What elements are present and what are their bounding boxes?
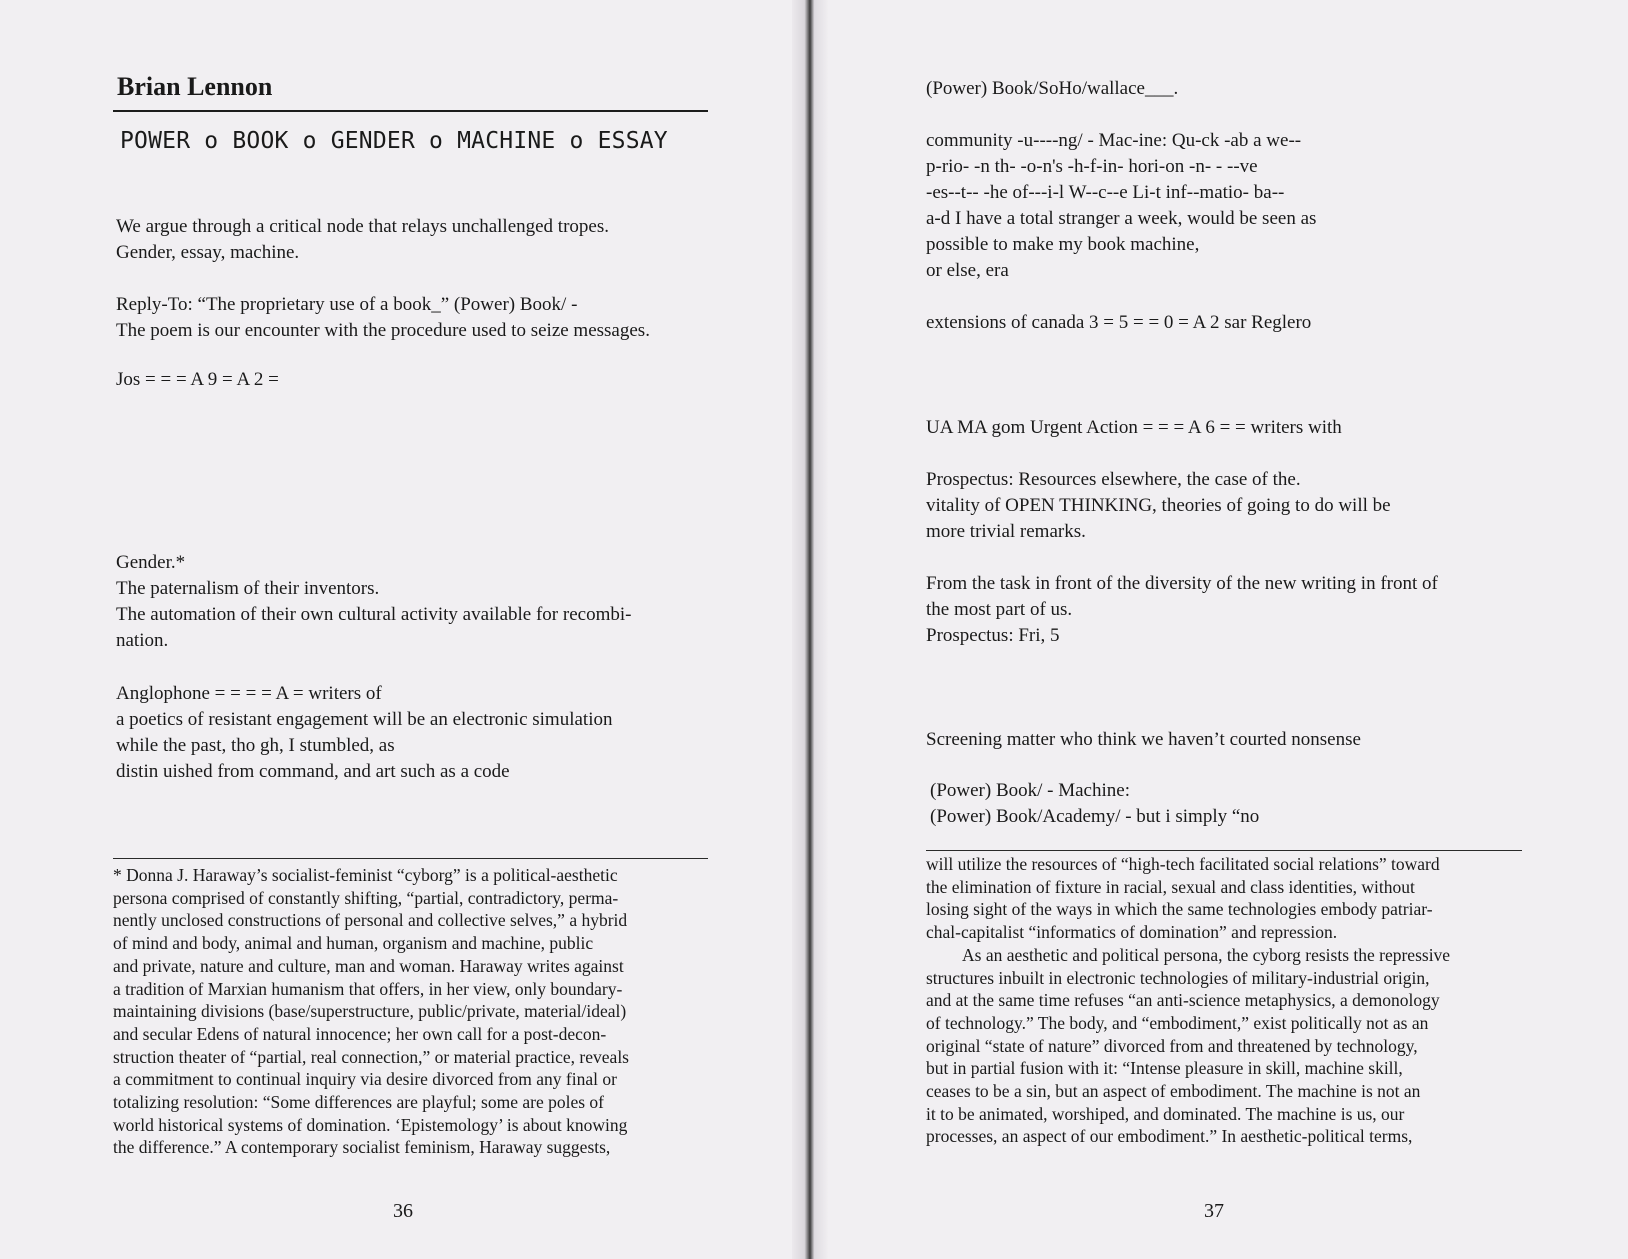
- text-line: Jos = = = A 9 = A 2 =: [116, 369, 279, 390]
- left-paragraph-3: [116, 367, 279, 393]
- text-line: Gender, essay, machine.: [116, 242, 300, 263]
- footnote-line: of mind and body, animal and human, organism and machine, public: [113, 933, 594, 954]
- text-line: UA MA gom Urgent Action = = = A 6 = = writers with: [926, 417, 1342, 438]
- text-line: (Power) Book/ - Machine:: [930, 780, 1130, 801]
- footnote-line: nently unclosed constructions of personal and collective selves,” a hybrid: [113, 910, 628, 931]
- text-line: Reply-To: “The proprietary use of a book_” (Power) Book/ -: [116, 294, 578, 315]
- text-line: vitality of OPEN THINKING, theories of going to do will be: [926, 495, 1391, 516]
- footnote-line: structures inbuilt in electronic technologies of military-industrial origin,: [926, 967, 1430, 988]
- text-line: a-d I have a total stranger a week, would be seen as: [926, 208, 1317, 229]
- footnote-line: the elimination of fixture in racial, sexual and class identities, without: [926, 876, 1415, 897]
- text-line: From the task in front of the diversity of the new writing in front of: [926, 573, 1438, 594]
- text-line: The paternalism of their inventors.: [116, 578, 380, 599]
- footnote-line: As an aesthetic and political persona, the cyborg resists the repressive: [962, 944, 1451, 965]
- footnote-line: a tradition of Marxian humanism that offers, in her view, only boundary-: [113, 978, 623, 999]
- left-paragraph-2: [116, 292, 650, 344]
- text-line: Prospectus: Resources elsewhere, the case of the.: [926, 469, 1301, 490]
- text-line: nation.: [116, 630, 169, 651]
- footnote-line: maintaining divisions (base/superstructure, public/private, material/ideal): [113, 1001, 627, 1022]
- text-line: more trivial remarks.: [926, 521, 1086, 542]
- text-line: The poem is our encounter with the procedure used to seize messages.: [116, 320, 650, 341]
- footnote-line: struction theater of “partial, real connection,” or material practice, reveals: [113, 1046, 629, 1067]
- text-line: Screening matter who think we haven’t courted nonsense: [926, 729, 1361, 750]
- text-line: (Power) Book/Academy/ - but i simply “no: [930, 806, 1260, 827]
- text-line: the most part of us.: [926, 599, 1073, 620]
- left-paragraph-1: [116, 214, 609, 266]
- footnote-line: and at the same time refuses “an anti-science metaphysics, a demonology: [926, 990, 1440, 1011]
- text-line: possible to make my book machine,: [926, 234, 1200, 255]
- footnote-line: and private, nature and culture, man and woman. Haraway writes against: [113, 955, 624, 976]
- footnote-rule: [926, 850, 1522, 851]
- footnote-line: it to be animated, worshiped, and dominated. The machine is us, our: [926, 1103, 1405, 1124]
- footnote-line: processes, an aspect of our embodiment.” In aesthetic-political terms,: [926, 1126, 1413, 1147]
- footnote-line: and secular Edens of natural innocence; her own call for a post-decon-: [113, 1023, 607, 1044]
- page-number-left: 36: [393, 1200, 413, 1222]
- footnote-line: the difference.” A contemporary socialist feminism, Haraway suggests,: [113, 1137, 611, 1158]
- text-line: (Power) Book/SoHo/wallace___.: [926, 78, 1179, 99]
- text-line: distin uished from command, and art such as a code: [116, 761, 510, 782]
- text-line: The automation of their own cultural activity available for recombi-: [116, 604, 632, 625]
- right-paragraph-5: [926, 467, 1391, 545]
- left-paragraph-5: [116, 681, 612, 785]
- footnote-line: totalizing resolution: “Some differences are playful; some are poles of: [113, 1092, 604, 1113]
- footnote-line: ceases to be a sin, but an aspect of embodiment. The machine is not an: [926, 1081, 1421, 1102]
- right-paragraph-6: [926, 571, 1438, 649]
- right-paragraph-4: [926, 415, 1342, 441]
- footnote-line: losing sight of the ways in which the same technologies embody patriar-: [926, 899, 1433, 920]
- author-name: Brian Lennon: [117, 72, 273, 101]
- footnote-line: of technology.” The body, and “embodiment,” exist politically not as an: [926, 1012, 1429, 1033]
- essay-title: POWER o BOOK o GENDER o MACHINE o ESSAY: [120, 128, 668, 154]
- footnote-line: original “state of nature” divorced from and threatened by technology,: [926, 1035, 1418, 1056]
- book-spine-gutter: [792, 0, 828, 1259]
- text-line: while the past, tho gh, I stumbled, as: [116, 735, 395, 756]
- footnote-line: persona comprised of constantly shifting, “partial, contradictory, perma-: [113, 887, 619, 908]
- right-paragraph-3: [926, 310, 1311, 336]
- right-paragraph-2: [926, 128, 1316, 284]
- footnote-rule: [113, 858, 708, 859]
- right-paragraph-8: [930, 778, 1259, 830]
- text-line: Gender.*: [116, 552, 186, 573]
- text-line: Prospectus: Fri, 5: [926, 625, 1060, 646]
- footnote-line: a commitment to continual inquiry via desire divorced from any final or: [113, 1069, 617, 1090]
- footnote-line: chal-capitalist “informatics of domination” and repression.: [926, 922, 1338, 943]
- text-line: p-rio- -n th- -o-n's -h-f-in- hori-on -n- - --ve: [926, 156, 1258, 177]
- text-line: extensions of canada 3 = 5 = = 0 = A 2 sar Reglero: [926, 312, 1312, 333]
- text-line: or else, era: [926, 260, 1009, 281]
- left-footnote: [113, 864, 629, 1159]
- title-rule: [113, 110, 708, 112]
- right-footnote: [926, 853, 1450, 1148]
- footnote-line: will utilize the resources of “high-tech facilitated social relations” toward: [926, 854, 1440, 874]
- left-paragraph-4: [116, 550, 631, 654]
- text-line: a poetics of resistant engagement will be an electronic simulation: [116, 709, 613, 730]
- right-paragraph-7: [926, 727, 1361, 753]
- footnote-line: * Donna J. Haraway’s socialist-feminist “cyborg” is a political-aesthetic: [113, 865, 618, 885]
- right-paragraph-1: [926, 76, 1178, 102]
- text-line: community -u----ng/ - Mac-ine: Qu-ck -ab a we--: [926, 130, 1302, 151]
- page-number-right: 37: [1204, 1200, 1224, 1222]
- footnote-line: but in partial fusion with it: “Intense pleasure in skill, machine skill,: [926, 1058, 1403, 1079]
- text-line: -es--t-- -he of---i-l W--c--e Li-t inf--matio- ba--: [926, 182, 1285, 203]
- footnote-line: world historical systems of domination. ‘Epistemology’ is about knowing: [113, 1114, 628, 1135]
- text-line: We argue through a critical node that relays unchallenged tropes.: [116, 216, 609, 237]
- text-line: Anglophone = = = = A = writers of: [116, 683, 382, 704]
